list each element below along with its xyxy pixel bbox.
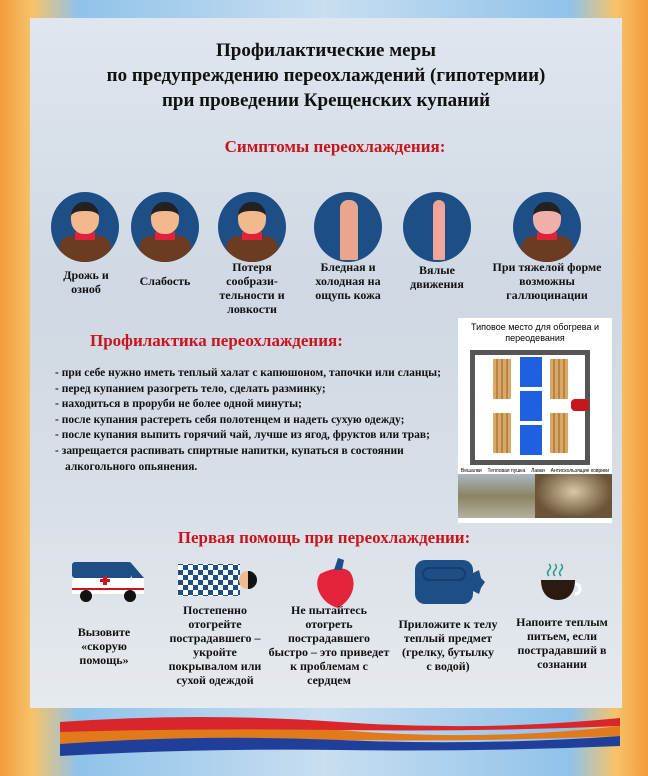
- symptom-label: Бледная и холодная на ощупь кожа: [315, 260, 381, 302]
- tent-floor-plan: [470, 350, 590, 465]
- list-item: - после купания выпить горячий чай, лучше из ягод, фруктов или трав;: [55, 429, 430, 442]
- ambulance-icon: [70, 558, 148, 604]
- title-line: Профилактические меры: [216, 40, 436, 61]
- list-item: - при себе нужно иметь теплый халат с капюшоном, тапочки или сланцы;: [55, 367, 441, 379]
- diagram-label: Тепловая пушка: [487, 468, 526, 474]
- hot-water-bottle-icon: [415, 560, 487, 606]
- first-aid-label: Постепенно отогрейте пострадавшего – укройте покрывалом или сухой одеждой: [168, 603, 262, 687]
- heater-icon: [571, 399, 589, 411]
- diagram-label: Антискользящие коврики: [550, 468, 610, 474]
- heart-icon: [310, 556, 360, 610]
- symptom-label: Дрожь и озноб: [63, 268, 109, 296]
- symptom-label: Слабость: [139, 274, 191, 288]
- prevention-list: [55, 366, 455, 475]
- list-item: - после купания растереть себя полотенцем и надеть сухую одежду;: [55, 413, 405, 426]
- title-line: по предупреждению переохлаждений (гипотермии): [106, 65, 546, 86]
- hot-drink-cup-icon: [537, 562, 585, 602]
- limp-arm-icon: [403, 192, 471, 262]
- prevention-heading: Профилактика переохлаждения:: [90, 331, 343, 350]
- symptoms-heading: Симптомы переохлаждения:: [224, 137, 446, 156]
- tent-interior-photo: [535, 474, 612, 518]
- tent-exterior-photo: [458, 474, 535, 518]
- poster-title: [30, 38, 622, 113]
- shivering-person-icon: [51, 192, 119, 262]
- list-item: - запрещается распивать спиртные напитки, купаться в состоянии алкогольного опьянения.: [55, 444, 404, 473]
- list-item: - перед купанием разогреть тело, сделать разминку;: [55, 382, 326, 395]
- hallucinating-person-icon: [513, 192, 581, 262]
- symptom-label: Потеря сообрази-тельности и ловкости: [219, 260, 285, 316]
- ribbon-decoration: [60, 712, 620, 760]
- list-item: - находиться в проруби не более одной минуты;: [55, 398, 302, 411]
- symptom-label: Вялые движения: [410, 263, 464, 291]
- first-aid-label: Напоите теплым питьем, если пострадавший в сознании: [516, 615, 608, 671]
- diagram-label: Лавки: [531, 468, 545, 474]
- first-aid-label: Не пытайтесь отогреть пострадавшего быстро – это приведет к проблемам с сердцем: [268, 603, 390, 687]
- first-aid-label: Приложите к телу теплый предмет (грелку, бутылку с водой): [398, 617, 498, 673]
- weak-person-icon: [131, 192, 199, 262]
- first-aid-heading: Первая помощь при переохлаждении:: [177, 528, 471, 547]
- title-line: при проведении Крещенских купаний: [161, 90, 491, 111]
- blanket-icon: [178, 560, 260, 600]
- first-aid-label: Вызовите «скорую помощь»: [77, 625, 131, 667]
- confused-person-icon: [218, 192, 286, 262]
- diagram-caption: Типовое место для обогрева и переодевания: [471, 322, 599, 343]
- diagram-label: Вешалки: [460, 468, 482, 474]
- pale-hand-icon: [314, 192, 382, 262]
- warming-tent-diagram: [458, 318, 612, 523]
- symptom-label: При тяжелой форме возможны галлюцинации: [492, 260, 602, 302]
